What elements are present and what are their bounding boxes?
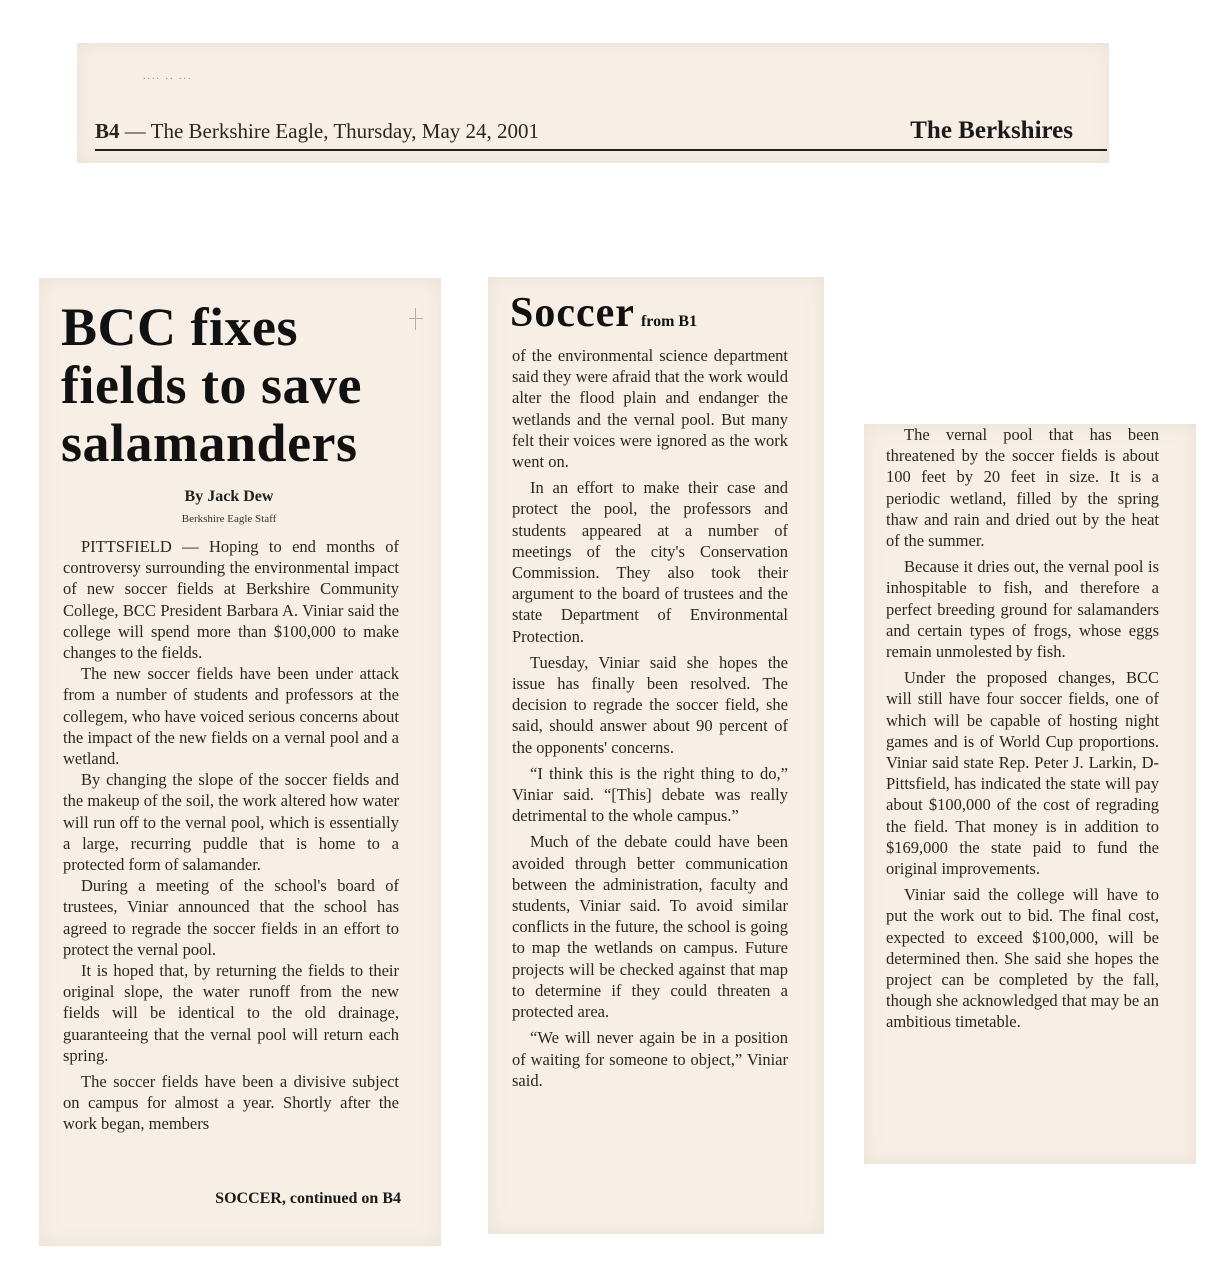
- article-body-col2: [512, 345, 788, 1091]
- paragraph: Because it dries out, the vernal pool is inhospitable to fish, and therefore a perfect breeding ground for salamanders and certain types of frogs, whose eggs remain unmolested by fish.: [886, 557, 1159, 662]
- masthead-clipping: [77, 43, 1109, 163]
- paragraph: Much of the debate could have been avoided through better communication between the administration, faculty and students, Viniar said. To avoid similar conflicts in the future, the school is going to map the wetlands on campus. Future projects will be checked against that map to determine if they could threaten a protected area.: [512, 832, 788, 1022]
- page-number: B4: [95, 119, 120, 143]
- paragraph: “I think this is the right thing to do,” Viniar said. “[This] debate was really detrimental to the whole campus.”: [512, 763, 788, 826]
- paragraph: “We will never again be in a position of waiting for someone to object,” Viniar said.: [512, 1028, 788, 1090]
- paragraph: During a meeting of the school's board of trustees, Viniar announced that the school has agreed to regrade the soccer fields in an effort to protect the vernal pool.: [63, 876, 399, 959]
- article-clipping-continued-2: [864, 424, 1196, 1164]
- paragraph: The vernal pool that has been threatened by the soccer fields is about 100 feet by 20 feet in size. It is a periodic wetland, filled by the spring thaw and rain and dried out by the heat of the summer.: [886, 425, 1159, 551]
- paragraph: Under the proposed changes, BCC will still have four soccer fields, one of which will be capable of hosting night games and is of World Cup proportions. Viniar said state Rep. Peter J. Larkin, D-Pittsfield, has indicated the state will pay about $100,000 of the cost of regrading the field. That money is in addition to $169,000 the state paid to fund the original improvements.: [886, 668, 1159, 879]
- continuation-title: Soccer: [510, 290, 635, 336]
- paragraph: The soccer fields have been a divisive subject on campus for almost a year. Shortly after the work began, members: [63, 1072, 399, 1134]
- decorative-dots: .... .. ...: [143, 71, 193, 82]
- article-clipping-continued: [488, 277, 824, 1234]
- jump-line: SOCCER, continued on B4: [215, 1190, 401, 1207]
- paragraph: PITTSFIELD — Hoping to end months of controversy surrounding the environmental impact of new soccer fields at Berkshire Community College, BCC President Barbara A. Viniar said the college will spend more than $100,000 to make changes to the fields.: [63, 537, 399, 663]
- headline: BCC fixes fields to save salamanders: [61, 297, 362, 473]
- paragraph: By changing the slope of the soccer fields and the makeup of the soil, the work altered how water will run off to the vernal pool, which is essentially a large, recurring puddle that is home to a protected form of salamander.: [63, 770, 399, 875]
- paragraph: It is hoped that, by returning the fields to their original slope, the water runoff from the new fields will be identical to the old drainage, guaranteeing that the vernal pool will return each spring.: [63, 961, 399, 1065]
- byline-title: Berkshire Eagle Staff: [181, 513, 277, 525]
- article-body-col1: [63, 536, 399, 1135]
- article-body-col3: [886, 424, 1159, 1033]
- continuation-head: [510, 289, 697, 337]
- paragraph: Tuesday, Viniar said she hopes the issue has finally been resolved. The decision to regrade the soccer field, she said, should answer about 90 percent of the opponents' concerns.: [512, 652, 788, 757]
- continuation-from: from B1: [640, 313, 698, 330]
- masthead-rule: [95, 149, 1107, 151]
- paragraph: The new soccer fields have been under attack from a number of students and professors at the collegem, who have voiced serious concerns about the impact of the new fields on a vernal pool and a wetland.: [63, 664, 399, 769]
- paragraph: Viniar said the college will have to put the work out to bid. The final cost, expected to exceed $100,000, will be determined then. She said she hopes the project can be completed by the fall, though she acknowledged that may be an ambitious timetable.: [886, 885, 1159, 1032]
- byline: By Jack Dew: [184, 488, 274, 505]
- dateline: [95, 119, 539, 144]
- article-clipping-front: [39, 278, 441, 1246]
- paragraph: of the environmental science department said they were afraid that the work would alter the flood plain and endanger the wetlands and the vernal pool. But many felt their voices were ignored as the work went on.: [512, 346, 788, 472]
- section-title: The Berkshires: [910, 117, 1073, 144]
- dateline-text: — The Berkshire Eagle, Thursday, May 24, 2001: [119, 119, 540, 143]
- paragraph: In an effort to make their case and protect the pool, the professors and students appeared at a number of meetings of the city's Conservation Commission. They also took their argument to the board of trustees and the state Department of Environmental Protection.: [512, 478, 788, 646]
